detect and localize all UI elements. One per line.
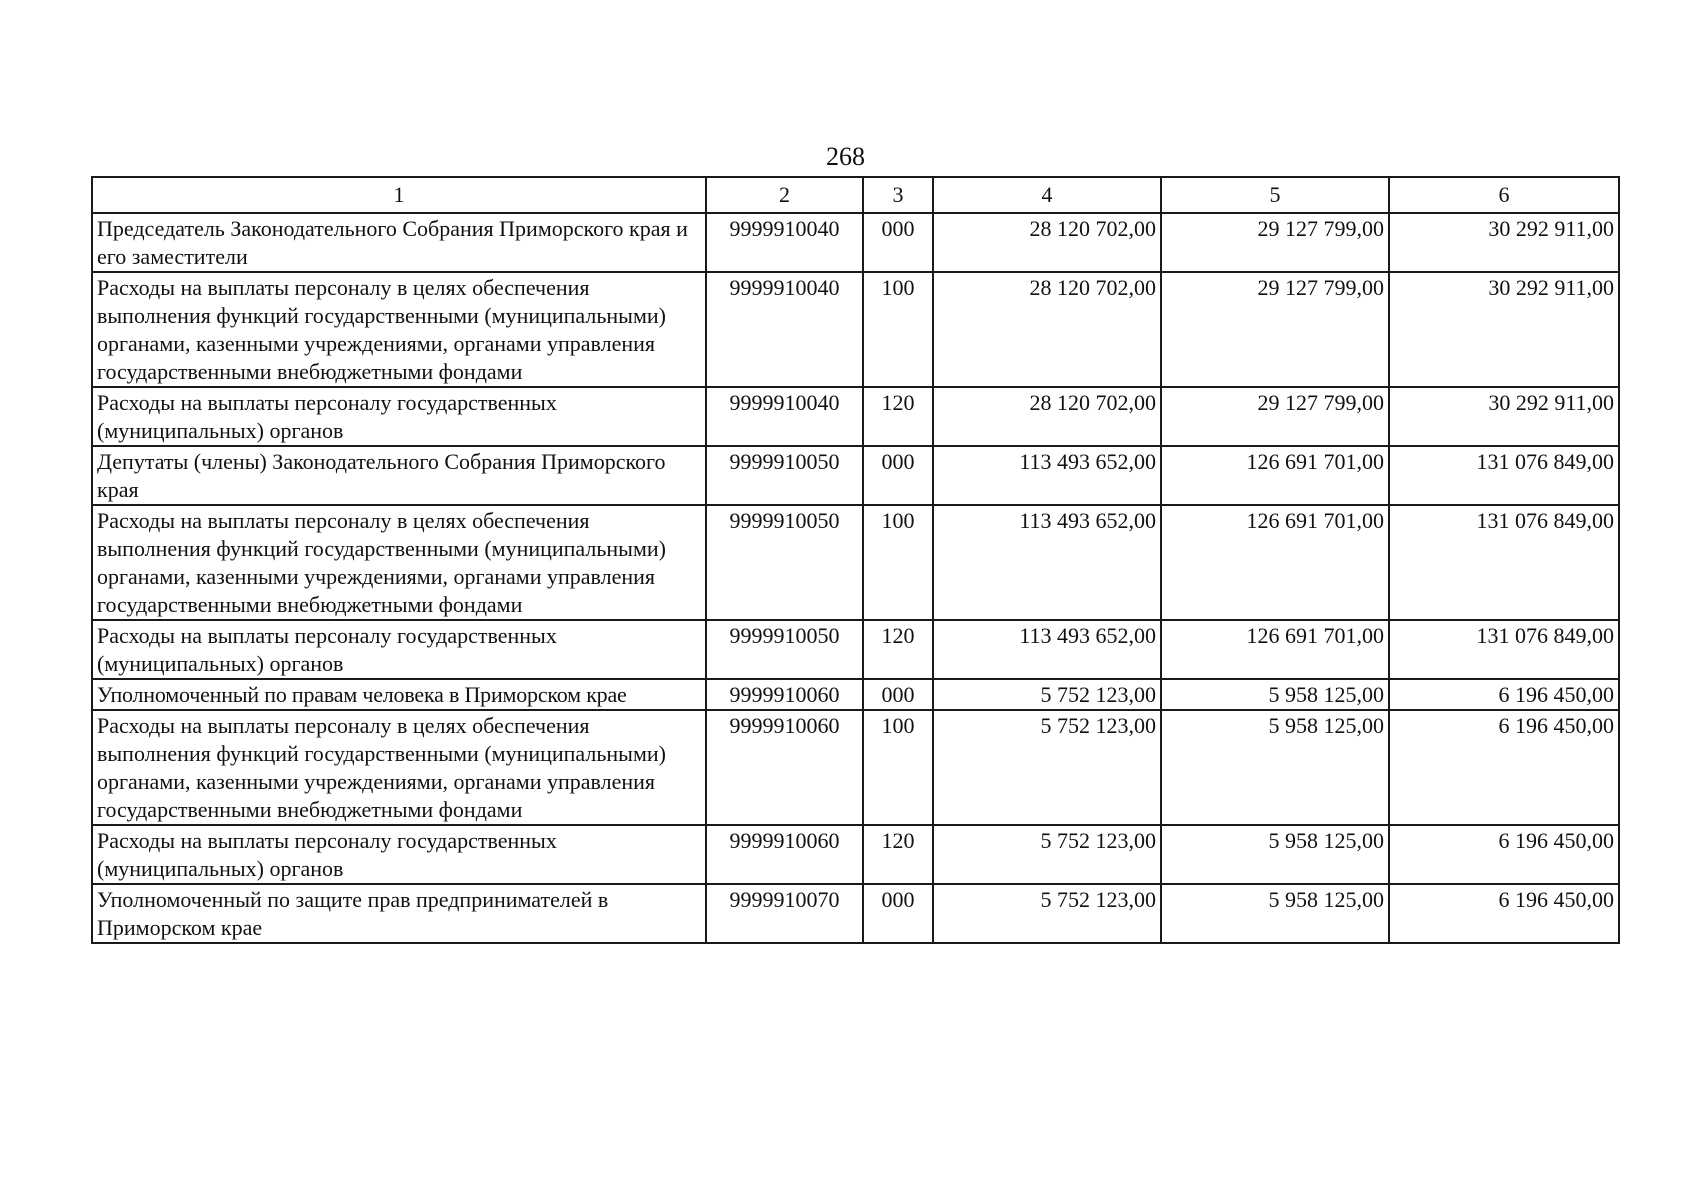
row-code: 9999910040	[706, 387, 863, 446]
row-code: 9999910040	[706, 272, 863, 387]
row-code: 9999910070	[706, 884, 863, 943]
row-amount-6: 131 076 849,00	[1389, 446, 1619, 505]
page-number: 268	[826, 142, 865, 171]
table-row	[92, 710, 1619, 825]
column-header-5: 5	[1161, 177, 1389, 213]
row-type: 000	[863, 446, 933, 505]
row-amount-6: 131 076 849,00	[1389, 505, 1619, 620]
row-name: Уполномоченный по защите прав предпринимателей в Приморском крае	[92, 884, 706, 943]
row-amount-4: 5 752 123,00	[933, 825, 1161, 884]
row-amount-4: 5 752 123,00	[933, 884, 1161, 943]
row-type: 100	[863, 272, 933, 387]
table-row	[92, 213, 1619, 272]
row-amount-6: 30 292 911,00	[1389, 272, 1619, 387]
row-amount-5: 29 127 799,00	[1161, 387, 1389, 446]
row-amount-5: 29 127 799,00	[1161, 213, 1389, 272]
row-code: 9999910050	[706, 505, 863, 620]
table-row	[92, 825, 1619, 884]
row-type: 000	[863, 679, 933, 710]
budget-table	[91, 176, 1620, 944]
row-code: 9999910050	[706, 446, 863, 505]
column-header-1: 1	[92, 177, 706, 213]
table-row	[92, 505, 1619, 620]
row-amount-4: 113 493 652,00	[933, 505, 1161, 620]
row-type: 000	[863, 213, 933, 272]
table-row	[92, 387, 1619, 446]
table-row	[92, 884, 1619, 943]
row-amount-5: 5 958 125,00	[1161, 710, 1389, 825]
row-name: Расходы на выплаты персоналу государственных (муниципальных) органов	[92, 387, 706, 446]
row-code: 9999910060	[706, 679, 863, 710]
table-row	[92, 446, 1619, 505]
row-code: 9999910050	[706, 620, 863, 679]
row-amount-5: 5 958 125,00	[1161, 825, 1389, 884]
row-amount-4: 28 120 702,00	[933, 213, 1161, 272]
table-body	[92, 213, 1619, 943]
row-type: 120	[863, 620, 933, 679]
column-header-3: 3	[863, 177, 933, 213]
row-code: 9999910060	[706, 825, 863, 884]
row-name: Расходы на выплаты персоналу в целях обеспечения выполнения функций государственными (муниципальными) органами, казенными учреждениями, органами управления государственными внебюджетными фондами	[92, 272, 706, 387]
row-amount-6: 6 196 450,00	[1389, 884, 1619, 943]
column-header-6: 6	[1389, 177, 1619, 213]
row-amount-6: 6 196 450,00	[1389, 825, 1619, 884]
row-type: 000	[863, 884, 933, 943]
row-amount-6: 131 076 849,00	[1389, 620, 1619, 679]
row-amount-4: 28 120 702,00	[933, 387, 1161, 446]
row-amount-6: 6 196 450,00	[1389, 710, 1619, 825]
row-code: 9999910040	[706, 213, 863, 272]
row-code: 9999910060	[706, 710, 863, 825]
row-type: 120	[863, 387, 933, 446]
row-amount-4: 5 752 123,00	[933, 679, 1161, 710]
row-type: 100	[863, 710, 933, 825]
row-type: 120	[863, 825, 933, 884]
table-header	[92, 177, 1619, 213]
row-amount-5: 126 691 701,00	[1161, 620, 1389, 679]
header-row	[92, 177, 1619, 213]
row-amount-5: 5 958 125,00	[1161, 884, 1389, 943]
row-amount-5: 126 691 701,00	[1161, 446, 1389, 505]
row-name: Расходы на выплаты персоналу в целях обеспечения выполнения функций государственными (муниципальными) органами, казенными учреждениями, органами управления государственными внебюджетными фондами	[92, 505, 706, 620]
row-name: Депутаты (члены) Законодательного Собрания Приморского края	[92, 446, 706, 505]
row-name: Расходы на выплаты персоналу государственных (муниципальных) органов	[92, 620, 706, 679]
column-header-2: 2	[706, 177, 863, 213]
table-row	[92, 679, 1619, 710]
row-type: 100	[863, 505, 933, 620]
row-name: Уполномоченный по правам человека в Приморском крае	[92, 679, 706, 710]
row-name: Расходы на выплаты персоналу государственных (муниципальных) органов	[92, 825, 706, 884]
row-amount-4: 28 120 702,00	[933, 272, 1161, 387]
column-header-4: 4	[933, 177, 1161, 213]
row-amount-6: 6 196 450,00	[1389, 679, 1619, 710]
row-amount-4: 5 752 123,00	[933, 710, 1161, 825]
row-name: Председатель Законодательного Собрания Приморского края и его заместители	[92, 213, 706, 272]
row-amount-5: 5 958 125,00	[1161, 679, 1389, 710]
row-amount-6: 30 292 911,00	[1389, 213, 1619, 272]
table-row	[92, 620, 1619, 679]
row-amount-6: 30 292 911,00	[1389, 387, 1619, 446]
table-row	[92, 272, 1619, 387]
row-amount-4: 113 493 652,00	[933, 620, 1161, 679]
row-amount-4: 113 493 652,00	[933, 446, 1161, 505]
row-amount-5: 29 127 799,00	[1161, 272, 1389, 387]
row-amount-5: 126 691 701,00	[1161, 505, 1389, 620]
row-name: Расходы на выплаты персоналу в целях обеспечения выполнения функций государственными (муниципальными) органами, казенными учреждениями, органами управления государственными внебюджетными фондами	[92, 710, 706, 825]
